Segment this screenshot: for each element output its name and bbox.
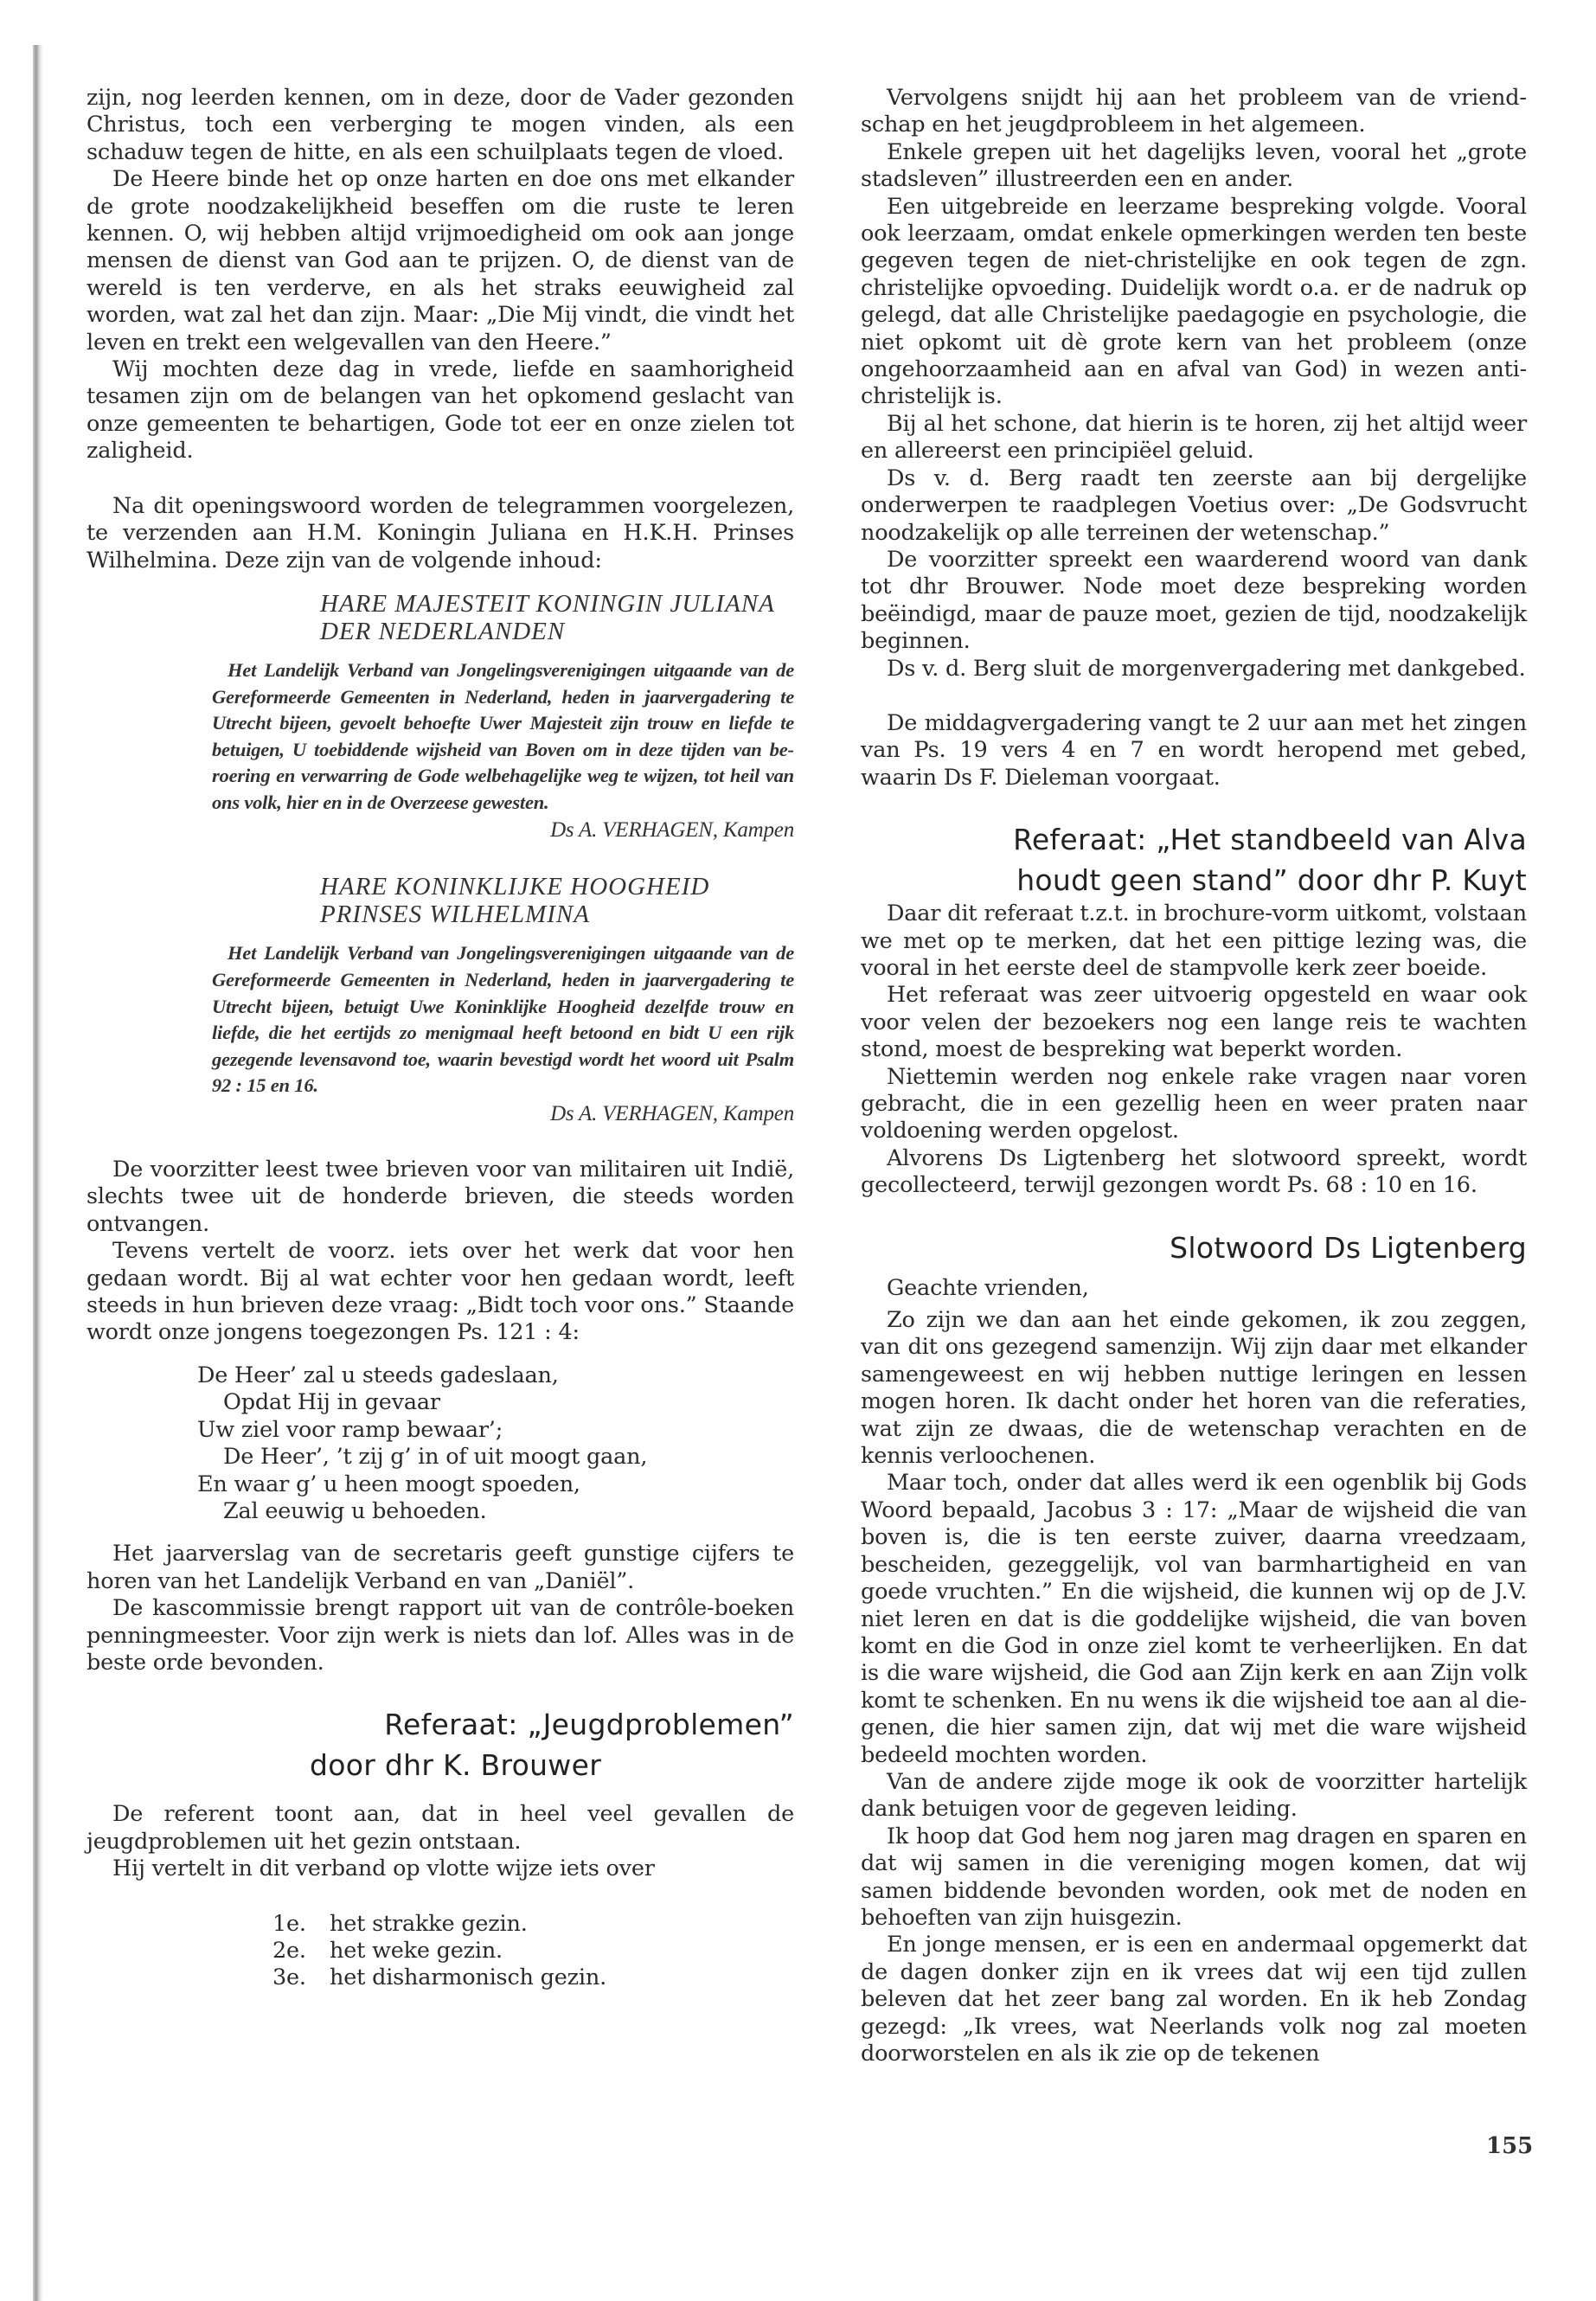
verse-line: De Heer’, ’t zij g’ in of uit moogt gaan, [223,1444,648,1471]
family-types-list [272,1911,794,1992]
paragraph: Bij al het schone, dat hierin is te horen, zij het altijd weer en allereerst een principiëel geluid. [861,410,1527,465]
telegram-queen [87,590,794,846]
paragraph: Niettemin werden nog enkele rake vragen naar voren gebracht, die in een gezellig heen en weer praten naar voldoening werden opgelost. [861,1063,1527,1144]
telegram-body: Het Landelijk Verband van Jongelingsverenigingen uitgaande van de Gereformeerde Gemeenten in Nederland, heden in jaarvergadering te Utrecht bijeen, betuigt Uwe Koninklijke Hoogheid dezelfde trouw en liefde, die het eertijds zo menigmaal heeft betoond en bidt U een rijk gezegende levensavond toe, waarin bevestigd wordt het woord uit Psalm 92 : 15 en 16. [212,942,794,1097]
paragraph: Na dit openingswoord worden de telegrammen voorgelezen, te verzenden aan H.M. Koningin Juliana en H.K.H. Prinses Wilhelmina. Deze zijn van de volgende inhoud: [87,492,794,574]
telegram-title [320,590,794,645]
salutation: Geachte vrienden, [887,1274,1089,1301]
telegram-title-line: PRINSES WILHELMINA [320,901,590,929]
paragraph: De voorzitter leest twee brieven voor van militairen uit Indië, slechts twee uit de honderde brieven, die steeds worden ontvangen. [87,1157,794,1237]
telegram-body: Het Landelijk Verband van Jongelingsverenigingen uitgaande van de Gereformeerde Gemeenten in Nederland, heden in jaarvergadering te Utrecht bijeen, gevoelt behoefte Uwer Majesteit zijn trouw en liefde te betuigen, U toebiddende wijsheid van Boven om in deze tijden van beroering en verwarring de Gode welbehagelijke weg te wijzen, tot heil van ons volk, hier en in de Overzeese gewesten. [212,658,794,813]
paragraph: Ds v. d. Berg raadt ten zeerste aan bij dergelijke onderwerpen te raadplegen Voetius over: „De Godsvrucht noodzakelijk op alle terreinen der wetenschap.” [861,465,1527,546]
verse-line: De Heer’ zal u steeds gadeslaan, [197,1362,559,1388]
paragraph: De voorzitter spreekt een waarderend woord van dank tot dhr Brouwer. Node moet deze bespreking worden beëindigd, maar de pauze moet, gezien de tijd, noodzakelijk beginnen. [861,546,1527,655]
paragraph: De kascommissie brengt rapport uit van de contrôle-boeken penningmeester. Voor zijn werk is niets dan lof. Alles was in de beste orde bevonden. [87,1595,794,1676]
telegram-signature: Ds A. VERHAGEN, Kampen [550,818,794,843]
paragraph: Een uitgebreide en leerzame bespreking volgde. Vooral ook leerzaam, omdat enkele opmerkingen werden ten beste gegeven tegen de niet-christelijke en ook tegen de zgn. christelijke opvoeding. Duidelijk wordt o.a. er de nadruk op gelegd, dat alle Christelijke paedagogie en psychologie, die niet opkomt uit dè grote kern van het probleem (onze ongehoorzaamheid aan en afval van God) in wezen anti-christelijk is. [861,193,1527,410]
section-heading-kuyt [861,819,1527,901]
telegram-signature: Ds A. VERHAGEN, Kampen [550,1102,794,1126]
paragraph: Hij vertelt in dit verband op vlotte wijze iets over [112,1856,655,1882]
paragraph: Van de andere zijde moge ik ook de voorzitter hartelijk dank betuigen voor de gegeven leiding. [861,1768,1527,1823]
heading-line: Referaat: „Het standbeeld van Alva [1013,823,1527,857]
verse-line: Zal eeuwig u behoeden. [223,1497,487,1524]
list-item: 1e. het strakke gezin. [272,1910,528,1937]
heading-line: door dhr K. Brouwer [310,1748,602,1783]
telegram-title-line: HARE KONINKLIJKE HOOGHEID [320,873,710,901]
paragraph: Zo zijn we dan aan het einde gekomen, ik zou zeggen, van dit ons gezegend samenzijn. Wij zijn daar met elkander samengeweest en wij hebben nuttige leringen en lessen mogen horen. Ik dacht onder het horen van die referaties, wat zijn ze dwaas, die de wetenschap verachten en de kennis verloochenen. [861,1307,1527,1470]
psalm-verse [197,1362,794,1525]
paragraph: Enkele grepen uit het dagelijks leven, vooral het „grote stadsleven” illustreerden een en ander. [861,138,1527,193]
page-number: 155 [1486,2133,1534,2159]
paragraph: Het referaat was zeer uitvoerig opgesteld en waar ook voor velen der bezoekers nog een lange reis te wachten stond, moest de bespreking wat beperkt worden. [861,982,1527,1063]
right-column [861,85,1527,2067]
paragraph: Wij mochten deze dag in vrede, liefde en saamhorigheid tesamen zijn om de belangen van het opkomend geslacht van onze gemeenten te behartigen, Gode tot eer en onze zielen tot zaligheid. [87,356,794,465]
heading-line: Referaat: „Jeugdproblemen” [384,1708,794,1742]
paragraph: Vervolgens snijdt hij aan het probleem van de vriendschap en het jeugdprobleem in het algemeen. [861,85,1527,138]
list-item: 3e. het disharmonisch gezin. [272,1965,606,1991]
page-binding-edge [33,45,43,2301]
paragraph: Daar dit referaat t.z.t. in brochure-vorm uitkomt, volstaan we met op te merken, dat het een pittige lezing was, die vooral in het eerste deel de stampvolle kerk zeer boeide. [861,901,1527,981]
section-heading-slotwoord: Slotwoord Ds Ligtenberg [1170,1230,1527,1265]
heading-line: houdt geen stand” door dhr P. Kuyt [1016,863,1527,898]
telegram-title [320,873,794,928]
paragraph: Ds v. d. Berg sluit de morgenvergadering met dankgebed. [887,655,1526,682]
telegram-title-line: HARE MAJESTEIT KONINGIN JULIANA [320,589,775,618]
paragraph: Het jaarverslag van de secretaris geeft gunstige cijfers te horen van het Landelijk Verband en van „Daniël”. [87,1541,794,1594]
paragraph: De referent toont aan, dat in heel veel gevallen de jeugdproblemen uit het gezin ontstaan. [87,1801,794,1855]
paragraph: En jonge mensen, er is een en andermaal opgemerkt dat de dagen donker zijn en ik vrees dat wij een tijd zullen beleven dat het zeer bang zal worden. En ik heb Zondag gezegd: „Ik vrees, wat Neerlands volk nog zal moeten doorworstelen en als ik zie op de tekenen [861,1932,1527,2067]
paragraph: De Heere binde het op onze harten en doe ons met elkander de grote noodzakelijkheid beseffen om die ruste te leren kennen. O, wij hebben altijd vrijmoedigheid om ook aan jonge mensen de dienst van God aan te prijzen. O, de dienst van de wereld is ten verderve, en als het straks eeuwigheid zal worden, wat zal het dan zijn. Maar: „Die Mij vindt, die vindt het leven en trekt een welgevallen van den Heere.” [87,166,794,356]
paragraph: zijn, nog leerden kennen, om in deze, door de Vader gezonden Christus, toch een verberging te mogen vinden, als een schaduw tegen de hitte, en als een schuilplaats tegen de vloed. [87,85,794,165]
paragraph: Ik hoop dat God hem nog jaren mag dragen en sparen en dat wij samen in die vereniging mogen komen, dat wij samen biddende bevonden worden, ook met de noden en behoeften van zijn huisgezin. [861,1823,1527,1931]
verse-line: Opdat Hij in gevaar [223,1389,440,1416]
telegram-title-line: DER NEDERLANDEN [320,617,566,645]
section-heading-brouwer [87,1704,794,1785]
paragraph: Alvorens Ds Ligtenberg het slotwoord spreekt, wordt gecollecteerd, terwijl gezongen wordt Ps. 68 : 10 en 16. [861,1144,1527,1199]
verse-line: En waar g’ u heen moogt spoeden, [197,1471,580,1497]
telegram-princess [87,873,794,1129]
paragraph: De middagvergadering vangt te 2 uur aan met het zingen van Ps. 19 vers 4 en 7 en wordt heropend met gebed, waarin Ds F. Dieleman voorgaat. [861,709,1527,791]
verse-line: Uw ziel voor ramp bewaar’; [197,1416,503,1443]
paragraph: Tevens vertelt de voorz. iets over het werk dat voor hen gedaan wordt. Bij al wat echter voor hen gedaan wordt, leeft steeds in hun brieven deze vraag: „Bidt toch voor ons.” Staande wordt onze jongens toegezongen Ps. 121 : 4: [87,1238,794,1346]
paragraph: Maar toch, onder dat alles werd ik een ogenblik bij Gods Woord bepaald, Jacobus 3 : 17: „Maar de wijsheid die van boven is, die is ten eerste zuiver, daarna vreedzaam, bescheiden, gezeggelijk, vol van barmhartigheid en van goede vruchten.” En die wijsheid, die kunnen wij op de J.V. niet leren en dat is die goddelijke wijsheid, die van boven komt en die God in onze ziel komt te verheerlijken. En dat is die ware wijsheid, die God aan Zijn kerk en aan Zijn volk komt te schenken. En nu wens ik die wijsheid toe aan al diegenen, die hier samen zijn, dat wij met die ware wijsheid bedeeld mochten worden. [861,1470,1527,1768]
list-item: 2e. het weke gezin. [272,1937,503,1964]
left-column [87,85,794,1992]
